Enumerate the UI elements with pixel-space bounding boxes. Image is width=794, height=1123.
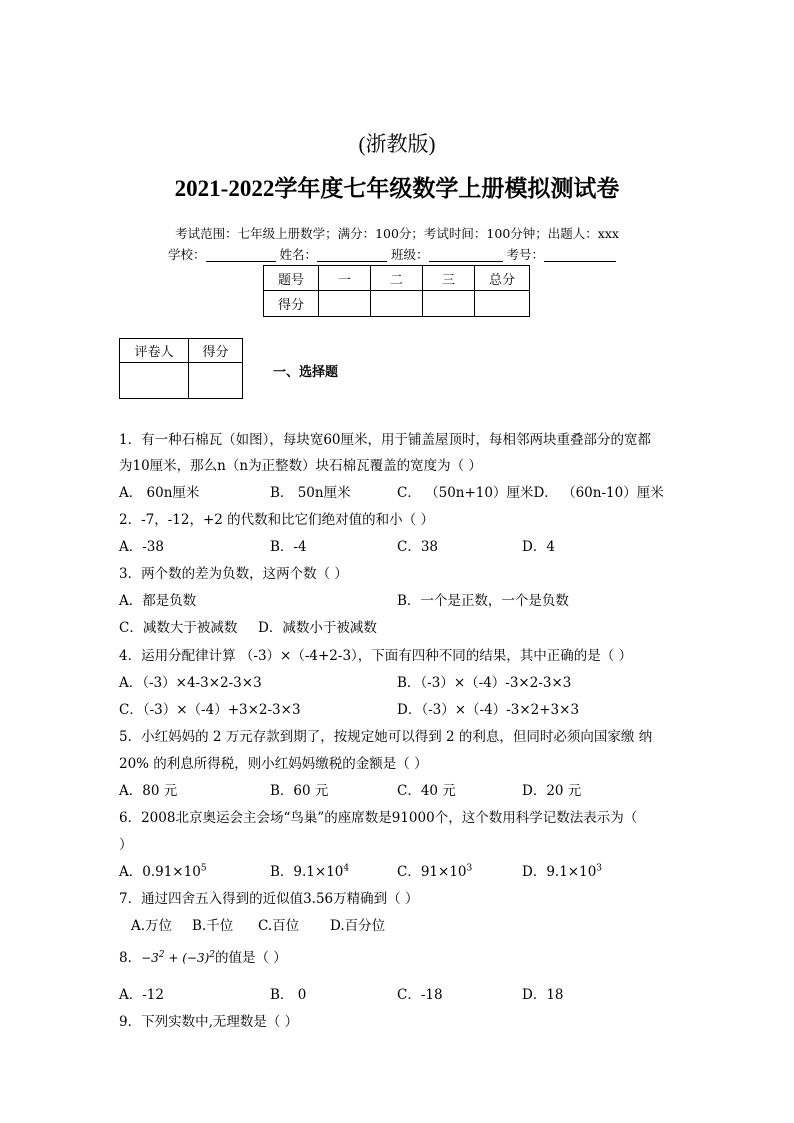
- q6-option-b: B．$9.1\times 10^4$: [270, 863, 350, 880]
- q8-option-d: D．18: [522, 987, 564, 1003]
- q5-option-b: B．60 元: [270, 783, 329, 799]
- q1-line2: 为10厘米，那么n（n为正整数）块石棉瓦覆盖的宽度为（ ）: [119, 458, 482, 474]
- q2-option-a: A．-38: [119, 539, 164, 555]
- grader-table: [119, 338, 243, 399]
- q8-option-a: A．-12: [119, 987, 164, 1003]
- q8-stem: 8．$-3^2 + (-3)^2$的值是（ ）: [119, 950, 287, 966]
- exam-info: 考试范围：七年级上册数学；满分：100分；考试时间：100分钟；出题人：xxx: [175, 226, 619, 241]
- score-table-header-cell: 三: [423, 266, 475, 291]
- section-title: 一、选择题: [273, 364, 339, 379]
- score-cell[interactable]: [475, 291, 530, 317]
- grader-header: 得分: [189, 339, 243, 363]
- score-table-header-cell: 一: [319, 266, 371, 291]
- q3-option-b: B．一个是正数，一个是负数: [397, 593, 569, 609]
- q2-stem: 2．-7，-12，+2 的代数和比它们绝对值的和小（ ）: [119, 512, 434, 528]
- q2-option-c: C．38: [397, 539, 439, 555]
- q6-option-c: C．$91\times 10^3$: [397, 863, 473, 880]
- score-table-header-cell: 二: [371, 266, 423, 291]
- q6-option-d: D．$9.1\times 10^3$: [522, 863, 603, 880]
- number-field[interactable]: [544, 249, 616, 262]
- q5-line2: 20% 的利息所得税，则小红妈妈缴税的金额是（ ）: [119, 756, 428, 772]
- q6-line2: ）: [119, 837, 133, 853]
- q3-stem: 3．两个数的差为负数，这两个数（ ）: [119, 566, 348, 582]
- score-table: [263, 265, 530, 317]
- grader-header: 评卷人: [120, 339, 189, 363]
- q5-option-a: A．80 元: [119, 783, 178, 799]
- q2-option-b: B．-4: [270, 539, 307, 555]
- q3-option-d: D．减数小于被减数: [258, 620, 377, 636]
- class-field[interactable]: [429, 249, 503, 262]
- school-field[interactable]: [206, 249, 276, 262]
- q4-option-a: A．（-3）×4-3×2-3×3: [119, 675, 262, 691]
- q1-line1: 1．有一种石棉瓦（如图），每块宽60厘米，用于铺盖屋顶时，每相邻两块重叠部分的宽都: [119, 432, 652, 448]
- q4-option-c: C．（-3）×（-4）+3×2-3×3: [119, 702, 301, 718]
- q5-option-d: D．20 元: [522, 783, 582, 799]
- q1-option-cd: C． （50n+10）厘米D． （60n-10）厘米: [397, 485, 664, 501]
- q8-option-b: B． 0: [270, 987, 307, 1003]
- student-info-line: [168, 245, 616, 263]
- number-label: 考号：: [506, 247, 545, 262]
- q1-option-a: A． 60n厘米: [119, 485, 200, 501]
- school-label: 学校：: [168, 247, 206, 262]
- q7-option-a: A.万位: [131, 918, 173, 934]
- q7-option-c: C.百位: [258, 918, 300, 934]
- q4-option-b: B．（-3）×（-4）-3×2-3×3: [397, 675, 572, 691]
- edition-label: (浙教版): [358, 132, 436, 156]
- q7-option-d: D.百分位: [330, 918, 386, 934]
- q3-option-c: C．减数大于被减数: [119, 620, 238, 636]
- q5-line1: 5．小红妈妈的 2 万元存款到期了，按规定她可以得到 2 的利息，但同时必须向国家缴 纳: [119, 729, 653, 745]
- q8-expression: $-3^2 + (-3)^2$: [141, 950, 216, 965]
- score-cell[interactable]: [423, 291, 475, 317]
- score-table-header-cell: 题号: [264, 266, 319, 291]
- q8-number: 8．: [119, 950, 142, 966]
- name-label: 姓名：: [279, 247, 318, 262]
- q3-option-a: A．都是负数: [119, 593, 197, 609]
- q9-stem: 9．下列实数中,无理数是（ ）: [119, 1014, 299, 1030]
- page-title: 2021-2022学年度七年级数学上册模拟测试卷: [174, 176, 620, 201]
- q6-option-a: A．$0.91\times 10^5$: [119, 863, 207, 880]
- q4-option-d: D．（-3）×（-4）-3×2+3×3: [397, 702, 580, 718]
- q8-option-c: C．-18: [397, 987, 443, 1003]
- q2-option-d: D．4: [522, 539, 555, 555]
- class-label: 班级：: [391, 247, 429, 262]
- grader-cell[interactable]: [120, 363, 189, 399]
- q6-line1: 6．2008北京奥运会主会场“鸟巢”的座席数是91000个，这个数用科学记数法表示为（: [119, 810, 638, 826]
- q4-stem: 4．运用分配律计算 （-3）×（-4+2-3），下面有四种不同的结果，其中正确的是（ ）: [119, 648, 633, 664]
- q1-option-b: B． 50n厘米: [270, 485, 351, 501]
- score-cell[interactable]: [371, 291, 423, 317]
- score-cell[interactable]: [319, 291, 371, 317]
- q7-option-b: B.千位: [192, 918, 234, 934]
- name-field[interactable]: [317, 249, 387, 262]
- score-row-label: 得分: [264, 291, 319, 317]
- q5-option-c: C．40 元: [397, 783, 456, 799]
- q7-stem: 7．通过四舍五入得到的近似值3.56万精确到（ ）: [119, 891, 419, 907]
- score-table-header-cell: 总分: [475, 266, 530, 291]
- grader-cell[interactable]: [189, 363, 243, 399]
